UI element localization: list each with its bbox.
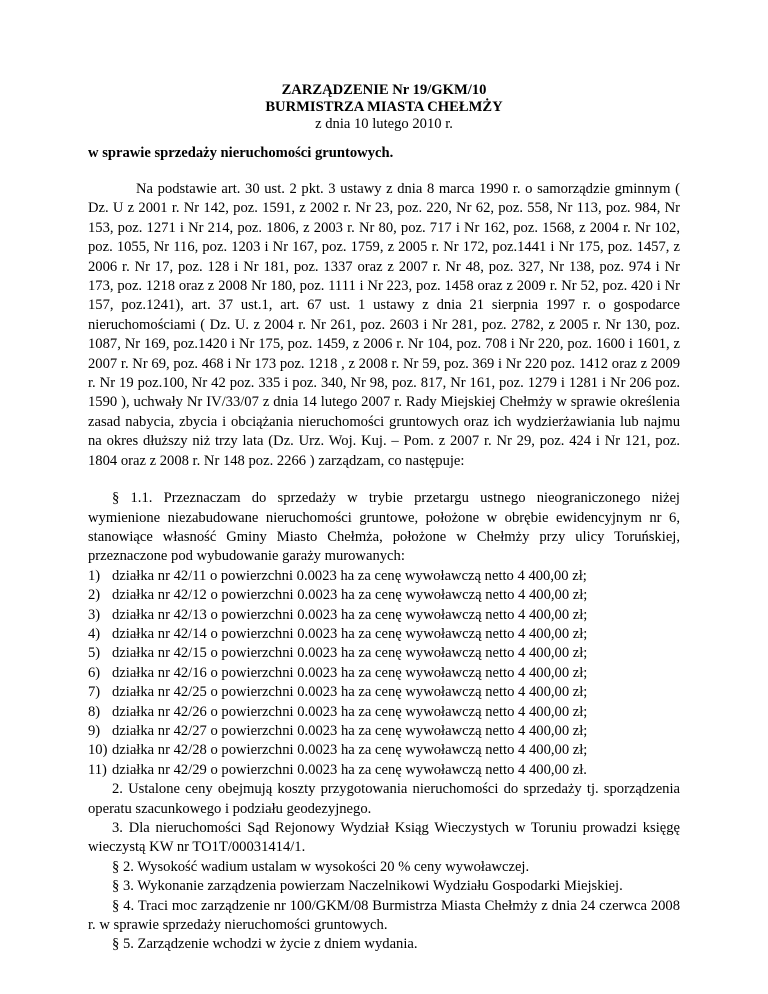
list-item-text: działka nr 42/26 o powierzchni 0.0023 ha za cenę wywoławczą netto 4 400,00 zł; (112, 703, 588, 720)
list-item-number: 5) (88, 645, 101, 662)
section-4: § 4. Traci moc zarządzenie nr 100/GKM/08 Burmistrza Miasta Chełmży z dnia 24 czerwca 2008 r. w sprawie sprzedaży nieruchomości gruntowych. (88, 897, 680, 934)
list-item (88, 644, 680, 663)
list-item (88, 586, 680, 605)
document-body (88, 180, 680, 955)
section-1-intro: § 1.1. Przeznaczam do sprzedaży w trybie przetargu ustnego nieograniczonego niżej wymienione niezabudowane nieruchomości gruntowe, położone w obrębie ewidencyjnym nr 6, stanowiące własność Gminy Miasto Chełmża, położone w Chełmży przy ulicy Toruńskiej, przeznaczone pod wybudowanie garaży murowanych: (88, 490, 680, 565)
section-1-paragraph-2: 2. Ustalone ceny obejmują koszty przygotowania nieruchomości do sprzedaży tj. sporządzenia operatu szacunkowego i podziału geodezyjnego. (88, 781, 680, 817)
parcel-list (88, 567, 680, 780)
paragraph-gap (88, 471, 680, 489)
list-item (88, 625, 680, 644)
list-item (88, 567, 680, 586)
document-date: z dnia 10 lutego 2010 r. (315, 116, 453, 132)
list-item-text: działka nr 42/28 o powierzchni 0.0023 ha za cenę wywoławczą netto 4 400,00 zł; (112, 742, 588, 759)
list-item-text: działka nr 42/15 o powierzchni 0.0023 ha za cenę wywoławczą netto 4 400,00 zł; (112, 645, 588, 662)
list-item-text: działka nr 42/29 o powierzchni 0.0023 ha za cenę wywoławczą netto 4 400,00 zł. (112, 761, 587, 778)
section-5: § 5. Zarządzenie wchodzi w życie z dniem wydania. (112, 936, 418, 953)
list-item-number: 2) (88, 587, 101, 604)
list-item (88, 741, 680, 760)
legal-basis-paragraph: Na podstawie art. 30 ust. 2 pkt. 3 ustawy z dnia 8 marca 1990 r. o samorządzie gminnym ( Dz. U z 2001 r. Nr 142, poz. 1591, z 2002 r. Nr 23, poz. 220, Nr 62, poz. 558, Nr 113, poz. 984, Nr 153, poz. 1271 i Nr 214, poz. 1806, z 2003 r. Nr 80, poz. 717 i Nr 162, poz. 1568, z 2004 r. Nr 102, poz. 1055, Nr 116, poz. 1203 i Nr 167, poz. 1759, z 2005 r. Nr 172, poz.1441 i Nr 175, poz. 1457, z 2006 r. Nr 17, poz. 128 i Nr 181, poz. 1337 oraz z 2007 r. Nr 48, poz. 327, Nr 138, poz. 974 i Nr 173, poz. 1218 oraz z 2008 Nr 180, poz. 1111 i Nr 223, poz. 1458 oraz z 2009 r. Nr 52, poz. 420 i Nr 157, poz.1241), art. 37 ust.1, art. 67 ust. 1 ustawy z dnia 21 sierpnia 1997 r. o gospodarce nieruchomościami ( Dz. U. z 2004 r. Nr 261, poz. 2603 i Nr 281, poz. 2782, z 2005 r. Nr 130, poz. 1087, Nr 169, poz.1420 i Nr 175, poz. 1459, z 2006 r. Nr 104, poz. 708 i Nr 220, poz. 1600 i 1601, z 2007 r. Nr 69, poz. 468 i Nr 173 poz. 1218 , z 2008 r. Nr 59, poz. 369 i Nr 220 poz. 1412 oraz z 2009 r. Nr 19 poz.100, Nr 42 poz. 335 i poz. 340, Nr 98, poz. 817, Nr 161, poz. 1279 i 1281 i Nr 206 poz. 1590 ), uchwały Nr IV/33/07 z dnia 14 lutego 2007 r. Rady Miejskiej Chełmży w sprawie określenia zasad nabycia, zbycia i obciążania nieruchomości gruntowych oraz ich wydzierżawiania lub najmu na okres dłuższy niż trzy lata (Dz. Urz. Woj. Kuj. – Pom. z 2007 r. Nr 29, poz. 424 i Nr 121, poz. 1804 oraz z 2008 r. Nr 148 poz. 2266 ) zarządzam, co następuje: (88, 181, 680, 469)
list-item-number: 7) (88, 684, 101, 701)
list-item (88, 722, 680, 741)
document-issuer: BURMISTRZA MIASTA CHEŁMŻY (265, 99, 503, 115)
list-item (88, 703, 680, 722)
list-item (88, 664, 680, 683)
list-item-text: działka nr 42/16 o powierzchni 0.0023 ha za cenę wywoławczą netto 4 400,00 zł; (112, 664, 588, 681)
list-item-text: działka nr 42/11 o powierzchni 0.0023 ha za cenę wywoławczą netto 4 400,00 zł; (112, 567, 587, 584)
list-item-text: działka nr 42/25 o powierzchni 0.0023 ha za cenę wywoławczą netto 4 400,00 zł; (112, 684, 588, 701)
section-3: § 3. Wykonanie zarządzenia powierzam Naczelnikowi Wydziału Gospodarki Miejskiej. (112, 878, 623, 895)
list-item-text: działka nr 42/14 o powierzchni 0.0023 ha za cenę wywoławczą netto 4 400,00 zł; (112, 625, 588, 642)
list-item (88, 683, 680, 702)
list-item-number: 11) (88, 761, 107, 778)
list-item-text: działka nr 42/13 o powierzchni 0.0023 ha za cenę wywoławczą netto 4 400,00 zł; (112, 606, 588, 623)
list-item-number: 3) (88, 606, 101, 623)
list-item-number: 8) (88, 703, 101, 720)
list-item-number: 10) (88, 742, 108, 759)
list-item-text: działka nr 42/27 o powierzchni 0.0023 ha za cenę wywoławczą netto 4 400,00 zł; (112, 722, 588, 739)
list-item-number: 9) (88, 722, 101, 739)
document-header (0, 82, 768, 133)
list-item-number: 6) (88, 664, 101, 681)
list-item (88, 761, 680, 780)
document-subject: w sprawie sprzedaży nieruchomości gruntowych. (88, 145, 394, 161)
list-item-number: 1) (88, 567, 101, 584)
list-item-text: działka nr 42/12 o powierzchni 0.0023 ha za cenę wywoławczą netto 4 400,00 zł; (112, 587, 588, 604)
section-1-paragraph-3: 3. Dla nieruchomości Sąd Rejonowy Wydział Ksiąg Wieczystych w Toruniu prowadzi księgę wieczystą KW nr TO1T/00031414/1. (88, 820, 680, 856)
list-item (88, 606, 680, 625)
list-item-number: 4) (88, 625, 101, 642)
section-2: § 2. Wysokość wadium ustalam w wysokości 20 % ceny wywoławczej. (112, 858, 530, 875)
document-title: ZARZĄDZENIE Nr 19/GKM/10 (281, 82, 487, 98)
